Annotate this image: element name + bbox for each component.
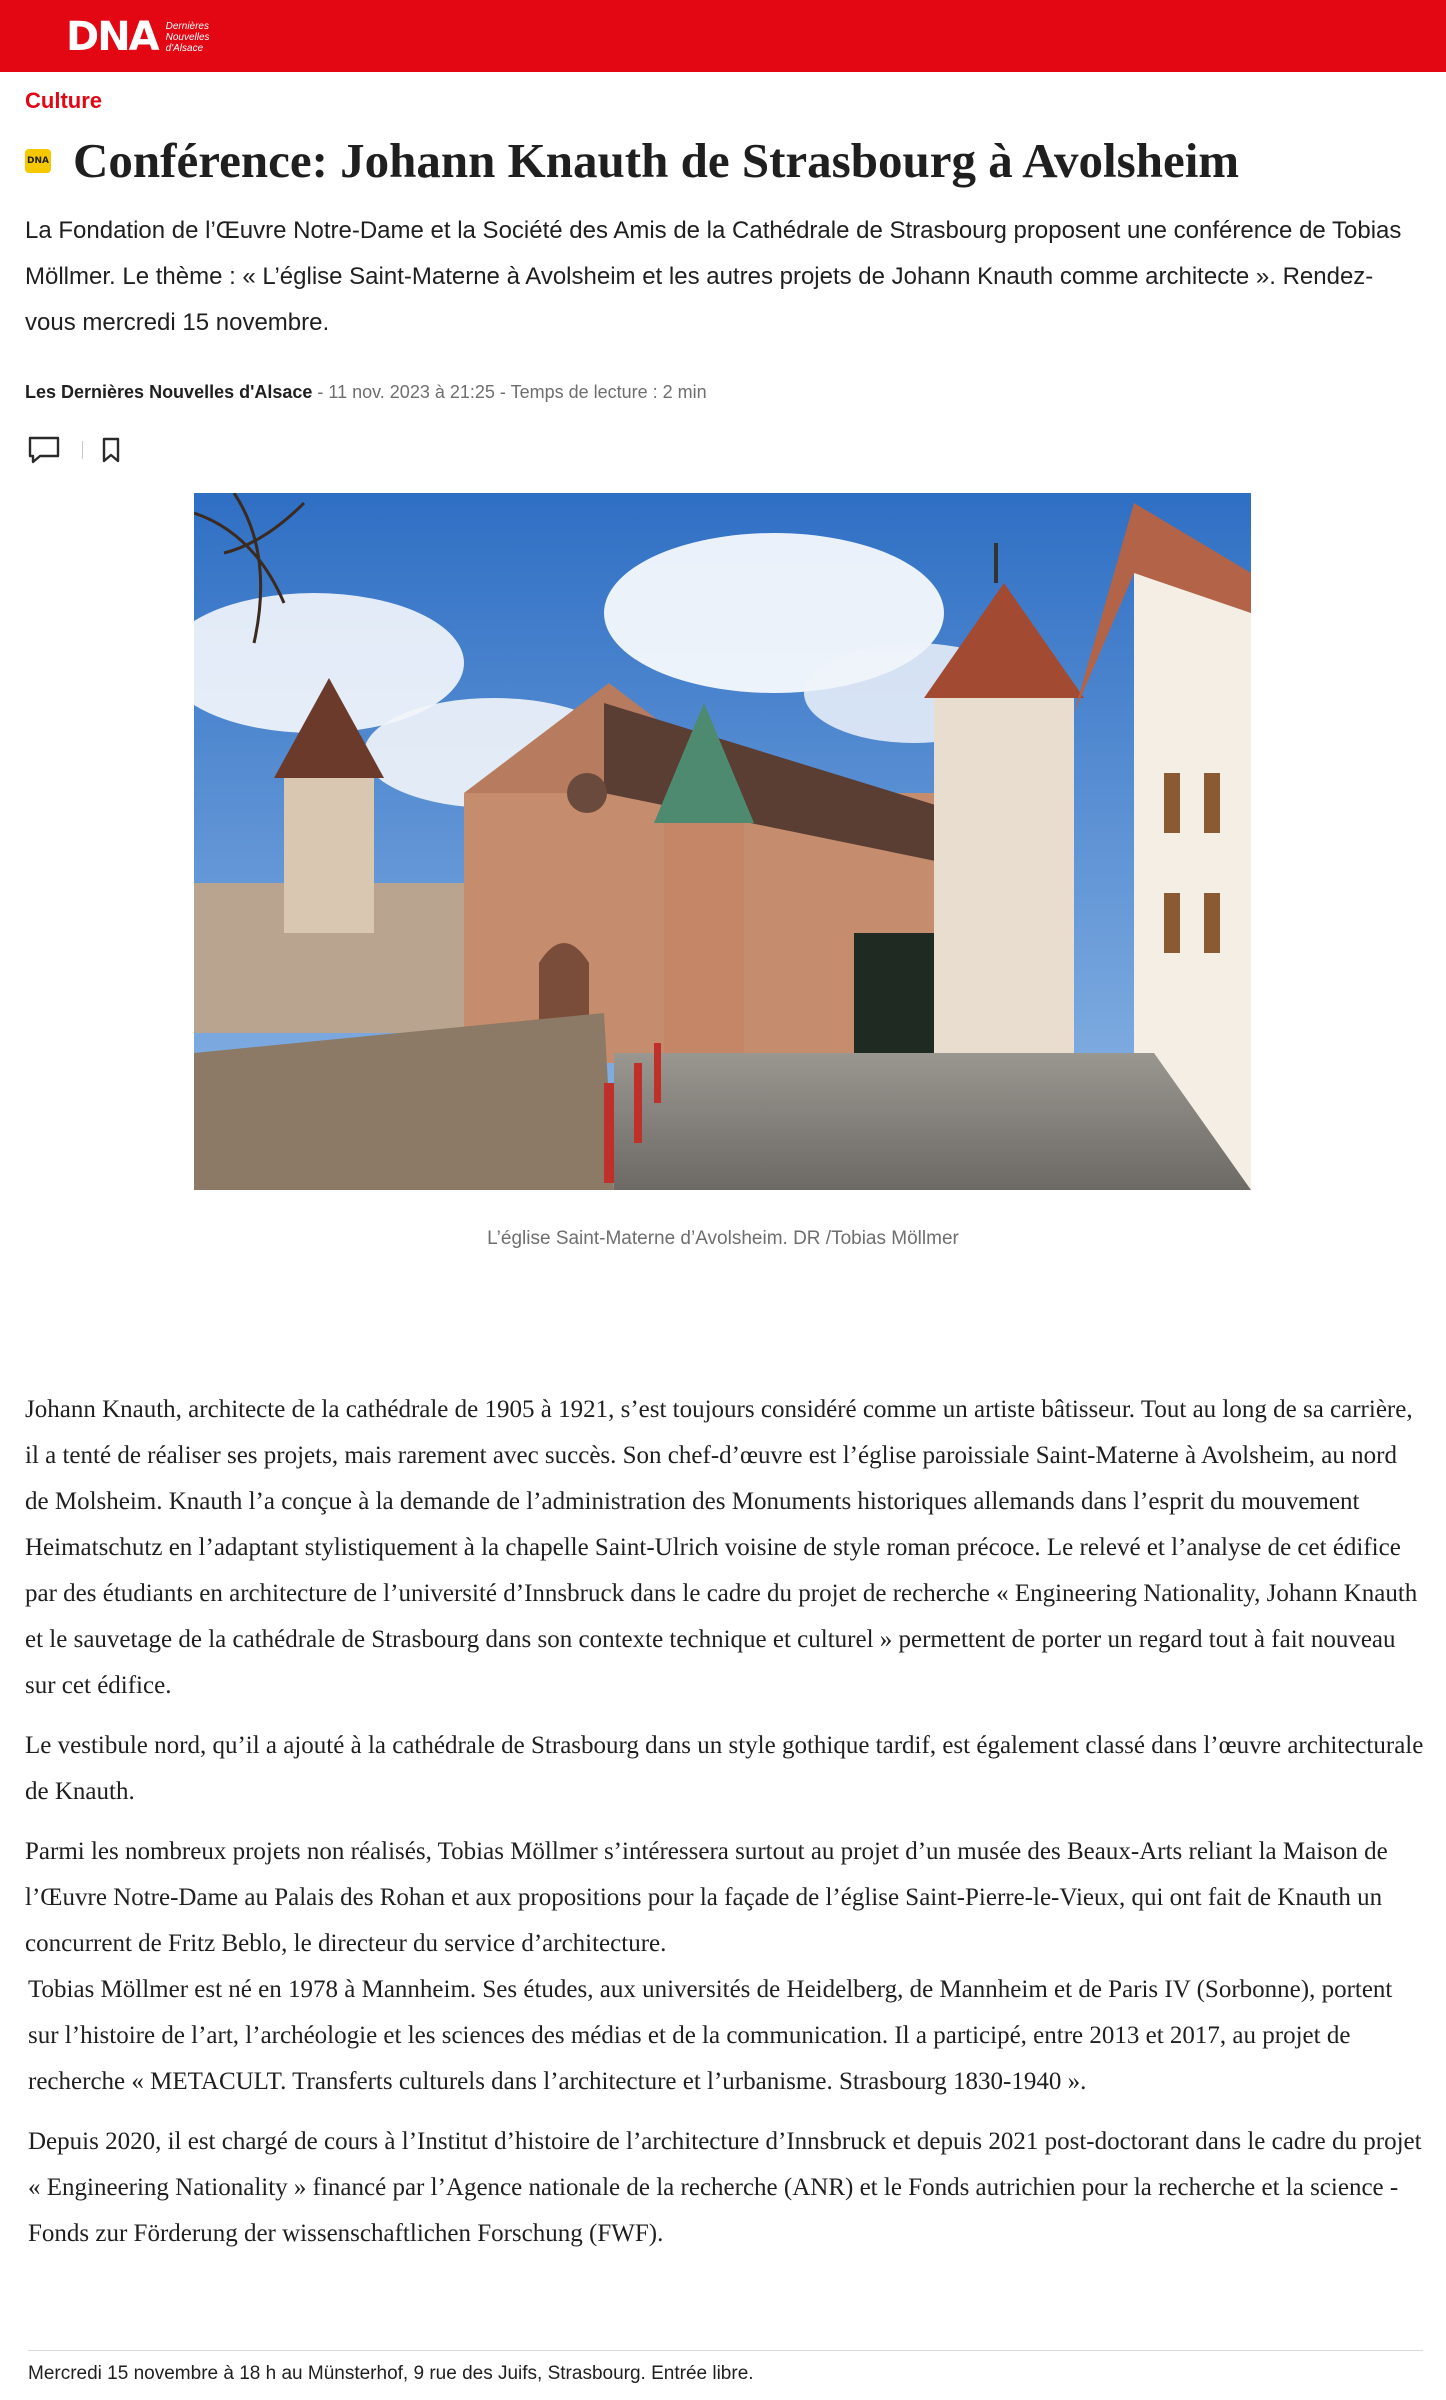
article-body: [25, 1387, 1425, 2271]
body-paragraph: Johann Knauth, architecte de la cathédrale de 1905 à 1921, s’est toujours considéré comme un artiste bâtisseur. Tout au long de sa carrière, il a tenté de réaliser ses projets, mais rarement avec succès. Son chef-d’œuvre est l’église paroissiale Saint-Materne à Avolsheim, au nord de Molsheim. Knauth l’a conçue à la demande de l’administration des Monuments historiques allemands dans l’esprit du mouvement Heimatschutz en l’adaptant stylistiquement à la chapelle Saint-Ulrich voisine de style roman précoce. Le relevé et l’analyse de cet édifice par des étudiants en architecture de l’université d’Innsbruck dans le cadre du projet de recherche « Engineering Nationality, Johann Knauth et le sauvetage de la cathédrale de Strasbourg dans son contexte technique et culturel » permettent de porter un regard tout à fait nouveau sur cet édifice.: [25, 1396, 1418, 1699]
dna-badge-icon: DNA: [25, 149, 51, 173]
logo-text: DNA: [66, 14, 158, 60]
article-actions: [28, 436, 121, 464]
comment-icon[interactable]: [28, 436, 60, 464]
article-photo: [194, 493, 1251, 1190]
body-paragraph: Le vestibule nord, qu’il a ajouté à la cathédrale de Strasbourg dans un style gothique tardif, est également classé dans l’œuvre architecturale de Knauth.: [25, 1732, 1424, 1805]
logo-subtitle: Dernières Nouvelles d'Alsace: [165, 20, 210, 54]
rubric-link[interactable]: Culture: [25, 88, 102, 113]
article-lead: La Fondation de l’Œuvre Notre-Dame et la Société des Amis de la Cathédrale de Strasbourg proposent une conférence de Tobias Möllmer. Le thème : « L’église Saint-Materne à Avolsheim et les autres projets de Johann Knauth comme architecte ». Rendez-vous mercredi 15 novembre.: [25, 217, 1402, 336]
publish-info: - 11 nov. 2023 à 21:25 - Temps de lecture : 2 min: [312, 382, 707, 402]
site-header: [0, 0, 1446, 72]
title-row: [25, 132, 1239, 189]
article-title: Conférence: Johann Knauth de Strasbourg à Avolsheim: [73, 133, 1240, 188]
bookmark-icon[interactable]: [101, 437, 121, 463]
author-name[interactable]: Les Dernières Nouvelles d'Alsace: [25, 382, 313, 402]
photo-caption: L’église Saint-Materne d’Avolsheim. DR /Tobias Möllmer: [487, 1228, 959, 1249]
body-paragraph: Parmi les nombreux projets non réalisés, Tobias Möllmer s’intéressera surtout au projet d’un musée des Beaux-Arts reliant la Maison de l’Œuvre Notre-Dame au Palais des Rohan et aux propositions pour la façade de l’église Saint-Pierre-le-Vieux, qui ont fait de Knauth un concurrent de Fritz Beblo, le directeur du service d’architecture.: [25, 1838, 1388, 1957]
dna-logo[interactable]: [66, 14, 210, 60]
article-meta: [25, 382, 707, 403]
body-paragraph: Tobias Möllmer est né en 1978 à Mannheim. Ses études, aux universités de Heidelberg, de Mannheim et de Paris IV (Sorbonne), portent sur l’histoire de l’art, l’archéologie et les sciences des médias et de la communication. Il a participé, entre 2013 et 2017, au projet de recherche « METACULT. Transferts culturels dans l’architecture et l’urbanisme. Strasbourg 1830-1940 ».: [28, 1976, 1393, 2095]
event-info: Mercredi 15 novembre à 18 h au Münsterhof, 9 rue des Juifs, Strasbourg. Entrée libre.: [28, 2350, 1423, 2385]
body-paragraph: Depuis 2020, il est chargé de cours à l’Institut d’histoire de l’architecture d’Innsbruck et depuis 2021 post-doctorant dans le cadre du projet « Engineering Nationality » financé par l’Agence nationale de la recherche (ANR) et le Fonds autrichien pour la recherche et la science - Fonds zur Förderung der wissenschaftlichen Forschung (FWF).: [28, 2128, 1422, 2247]
actions-divider: [82, 441, 83, 459]
